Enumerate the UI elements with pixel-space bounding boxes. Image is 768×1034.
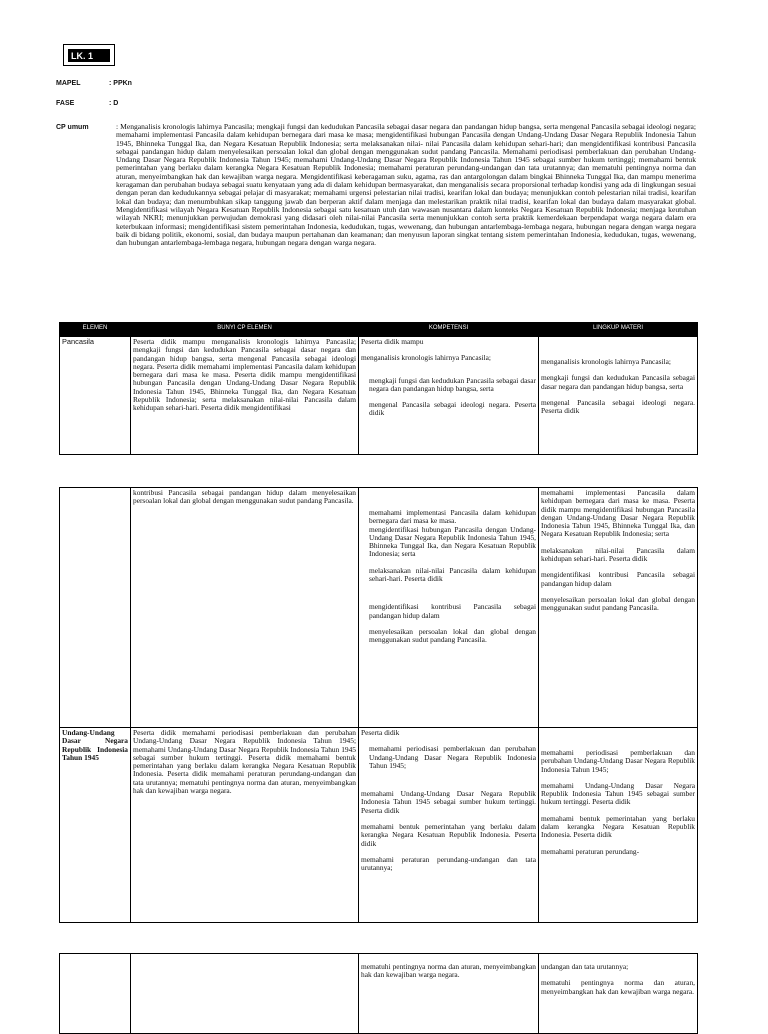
kompetensi-item: memahami bentuk pemerintahan yang berlaku dalam kerangka Negara Kesatuan Republik Indonesia. Peserta didik	[361, 822, 536, 848]
kompetensi-item: melaksanakan nilai-nilai Pancasila dalam kehidupan sehari-hari. Peserta didik	[369, 565, 536, 584]
kompetensi-item: mengkaji fungsi dan kedudukan Pancasila sebagai dasar negara dan pandangan hidup bangsa, serta	[369, 375, 536, 393]
header-lingkup: LINGKUP MATERI	[539, 323, 698, 337]
cp-table-part-2	[59, 487, 698, 923]
header-bunyi: BUNYI CP ELEMEN	[131, 323, 359, 337]
lingkup-item: memahami implementasi Pancasila dalam kehidupan bernegara dari masa ke masa. Peserta didik mampu mengidentifikasi hubungan Pancasila dengan Undang-Undang Dasar Negara Republik Indonesia Tahun 1945, Bhinneka Tunggal Ika, dan Negara Kesatuan Republik Indonesia; serta	[541, 488, 695, 539]
lk-title-box	[63, 44, 115, 66]
fase-label: FASE	[56, 100, 75, 107]
kompetensi-cell	[359, 728, 539, 923]
lingkup-item: memahami peraturan perundang-	[541, 846, 640, 856]
lingkup-item: melaksanakan nilai-nilai Pancasila dalam kehidupan sehari-hari. Peserta didik	[541, 545, 695, 564]
bunyi-cell	[131, 954, 359, 1034]
bunyi-cell: Peserta didik mampu menganalisis kronologis lahirnya Pancasila; mengkaji fungsi dan kedudukan Pancasila sebagai dasar negara dan pandangan hidup bangsa, serta mengenal Pancasila sebagai ideologi negara. Peserta didik memahami implementasi Pancasila dalam kehidupan bernegara dari masa ke masa. Peserta didik mampu mengidentifikasi hubungan Pancasila dengan Undang-Undang Dasar Negara Republik Indonesia Tahun 1945, Bhinneka Tunggal Ika, dan Negara Kesatuan Republik Indonesia; serta melaksanakan nilai-nilai Pancasila dalam kehidupan sehari-hari. Peserta didik mengidentifikasi	[131, 337, 359, 455]
table-row	[60, 337, 698, 455]
kompetensi-intro: Peserta didik	[361, 728, 400, 737]
kompetensi-cell	[359, 954, 539, 1034]
kompetensi-item: menganalisis kronologis lahirnya Pancasila;	[361, 353, 491, 363]
kompetensi-item: memahami implementasi Pancasila dalam kehidupan bernegara dari masa ke masa.	[369, 508, 536, 526]
kompetensi-cell	[359, 488, 539, 728]
lingkup-item: memahami bentuk pemerintahan yang berlaku dalam kerangka Negara Kesatuan Republik Indonesia. Peserta didik	[541, 813, 695, 840]
table-row	[60, 954, 698, 1034]
kompetensi-item: memahami periodisasi pemberlakuan dan perubahan Undang-Undang Dasar Negara Republik Indonesia Tahun 1945;	[369, 744, 536, 770]
cp-table-part-3	[59, 953, 698, 1034]
kompetensi-item: mematuhi pentingnya norma dan aturan, menyeimbangkan hak dan kewajiban warga negara.	[361, 962, 536, 980]
kompetensi-cell	[359, 337, 539, 455]
lingkup-item: menganalisis kronologis lahirnya Pancasila;	[541, 357, 671, 366]
lingkup-item: memahami periodisasi pemberlakuan dan perubahan Undang-Undang Dasar Negara Republik Indonesia Tahun 1945;	[541, 748, 695, 774]
kompetensi-item: mengidentifikasi hubungan Pancasila dengan Undang-Undang Dasar Negara Republik Indonesia Tahun 1945, Bhinneka Tunggal Ika, dan Negara Kesatuan Republik Indonesia; serta	[369, 524, 536, 559]
lingkup-cell	[539, 488, 698, 728]
kompetensi-item: memahami Undang-Undang Dasar Negara Republik Indonesia Tahun 1945 sebagai sumber hukum tertinggi. Peserta didik	[361, 789, 536, 815]
table-row	[60, 488, 698, 728]
lingkup-item: mengkaji fungsi dan kedudukan Pancasila sebagai dasar negara dan pandangan hidup bangsa, serta	[541, 373, 695, 391]
lingkup-item: mengenal Pancasila sebagai ideologi negara. Peserta didik	[541, 397, 695, 416]
kompetensi-item: mengidentifikasi kontribusi Pancasila sebagai pandangan hidup dalam	[369, 602, 536, 620]
cp-table-part-1	[59, 322, 698, 455]
lk-title: LK. 1	[68, 49, 110, 62]
cp-label: CP umum	[56, 124, 89, 131]
kompetensi-item: memahami peraturan perundang-undangan dan tata urutannya;	[361, 854, 536, 873]
table-header-row	[60, 323, 698, 337]
header-elemen: ELEMEN	[60, 323, 131, 337]
mapel-label: MAPEL	[56, 80, 81, 87]
table-row	[60, 728, 698, 923]
elemen-cell: Pancasila	[60, 337, 131, 455]
bunyi-cell: Peserta didik memahami periodisasi pemberlakuan dan perubahan Undang-Undang Dasar Negara Republik Indonesia Tahun 1945; memahami Undang-Undang Dasar Negara Republik Indonesia Tahun 1945 sebagai sumber hukum tertinggi. Peserta didik memahami bentuk pemerintahan yang berlaku dalam kerangka Negara Kesatuan Republik Indonesia. Peserta didik memahami peraturan perundang-undangan dan tata urutannya; mematuhi pentingnya norma dan aturan, menyeimbangkan hak dan kewajiban warga negara.	[131, 728, 359, 923]
elemen-cell: Undang-Undang Dasar Negara Republik Indonesia Tahun 1945	[60, 728, 131, 923]
lingkup-item: menyelesaikan persoalan lokal dan global dengan menggunakan sudut pandang Pancasila.	[541, 594, 695, 613]
kompetensi-intro: Peserta didik mampu	[361, 337, 424, 346]
lingkup-item: memahami Undang-Undang Dasar Negara Republik Indonesia Tahun 1945 sebagai sumber hukum tertinggi. Peserta didik	[541, 780, 695, 807]
elemen-cell	[60, 488, 131, 728]
fase-value: : D	[109, 100, 119, 107]
lingkup-item: undangan dan tata urutannya;	[541, 962, 629, 971]
lingkup-item: mematuhi pentingnya norma dan aturan, menyeimbangkan hak dan kewajiban warga negara.	[541, 978, 695, 996]
lingkup-cell	[539, 337, 698, 455]
bunyi-cell: kontribusi Pancasila sebagai pandangan hidup dalam menyelesaikan persoalan lokal dan global dengan menggunakan sudut pandang Pancasila.	[131, 488, 359, 728]
cp-umum-text: : Menganalisis kronologis lahirnya Pancasila; mengkaji fungsi dan kedudukan Pancasila sebagai dasar negara dan pandangan hidup bangsa, serta mengenal Pancasila sebagai ideologi negara; memahami implementasi Pancasila dalam kehidupan bernegara dari masa ke masa; mengidentifikasi hubungan Pancasila dengan Undang-Undang Dasar Negara Republik Indonesia Tahun 1945, Bhinneka Tunggal Ika, dan Negara Kesatuan Republik Indonesia; serta melaksanakan nilai- nilai Pancasila dalam kehidupan sehari-hari; dan mengidentifikasi kontribusi Pancasila sebagai pandangan hidup dalam menyelesaikan persoalan lokal dan global dengan menggunakan sudut pandang Pancasila. Memahami periodisasi pemberlakuan dan perubahan Undang-Undang Dasar Negara Republik Indonesia Tahun 1945; memahami Undang-Undang Dasar Negara Republik Indonesia Tahun 1945 sebagai sumber hukum tertinggi; memahami bentuk pemerintahan yang berlaku dalam kerangka Negara Kesatuan Republik Indonesia; memahami peraturan perundang-undangan dan tata urutannya; dan mematuhi pentingnya norma dan aturan, menyeimbangkan hak dan kewajiban warga negara. Mengidentifikasi keberagaman suku, agama, ras dan antargolongan dalam bingkai Bhinneka Tunggal Ika, dan mampu menerima keragaman dan perubahan budaya sebagai suatu kenyataan yang ada di dalam kehidupan bermasyarakat, dan menganalisis secara proporsional terhadap kondisi yang ada di lingkungan sesuai dengan peran dan kedudukannya sebagai pelajar di masyarakat; memahami urgensi pelestarian nilai tradisi, kearifan lokal dan budaya; menunjukkan contoh pelestarian nilai tradisi, kearifan lokal dan budaya; dan menumbuhkan sikap tanggung jawab dan berperan aktif dalam menjaga dan melestarikan praktik nilai tradisi, kearifan lokal dan budaya dalam masyarakat global. Mengidentifikasi wilayah Negara Kesatuan Republik Indonesia sebagai satu kesatuan utuh dan wawasan nusantara dalam konteks Negara Kesatuan Republik Indonesia; menjaga keutuhan wilayah NKRI; menunjukkan perwujudan demokrasi yang didasari oleh nilai-nilai Pancasila serta menunjukkan contoh serta praktik kemerdekaan berpendapat warga negara dalam era keterbukaan informasi; mengidentifikasi sistem pemerintahan Indonesia, kedudukan, tugas, wewenang, dan hubungan antarlembaga-lembaga negara, hubungan negara dengan warga negara baik di bidang politik, ekonomi, sosial, dan budaya maupun pertahanan dan keamanan; dan menyusun laporan singkat tentang sistem pemerintahan Indonesia, kedudukan, tugas, wewenang, dan hubungan antarlembaga-lembaga negara, hubungan negara dengan warga negara.	[116, 122, 696, 248]
lingkup-cell	[539, 954, 698, 1034]
header-kompetensi: KOMPETENSI	[359, 323, 539, 337]
elemen-cell	[60, 954, 131, 1034]
kompetensi-item: mengenal Pancasila sebagai ideologi negara. Peserta didik	[369, 400, 536, 418]
kompetensi-item: menyelesaikan persoalan lokal dan global dengan menggunakan sudut pandang Pancasila.	[369, 626, 536, 645]
lingkup-item: mengidentifikasi kontribusi Pancasila sebagai pandangan hidup dalam	[541, 570, 695, 588]
lingkup-cell	[539, 728, 698, 923]
mapel-value: : PPKn	[109, 80, 132, 87]
